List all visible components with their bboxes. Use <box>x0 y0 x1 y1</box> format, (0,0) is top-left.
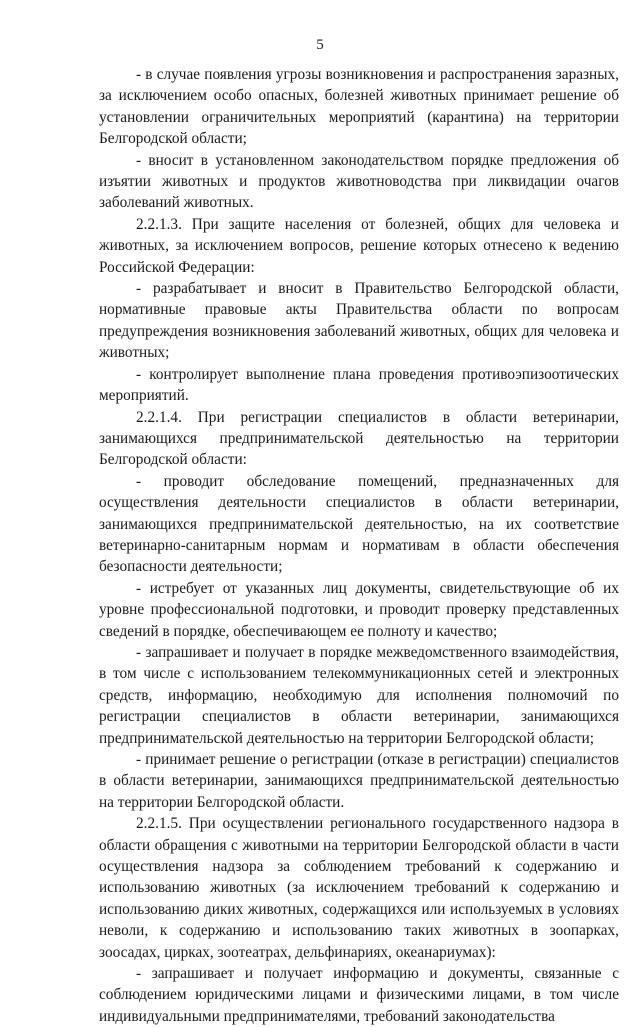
paragraph: - в случае появления угрозы возникновения и распространения заразных, за исключением особо опасных, болезней животных принимает решение об установлении ограничительных мероприятий (карантина) на территории Белгородской области; <box>99 66 619 148</box>
paragraph: - запрашивает и получает информацию и документы, связанные с соблюдением юридическими лицами и физическими лицами, в том числе индивидуальными предпринимателями, требований законодательства <box>99 965 619 1025</box>
paragraph: - истребует от указанных лиц документы, свидетельствующие об их уровне профессиональной подготовки, и проводит проверку представленных сведений в порядке, обеспечивающем ее полноту и качество; <box>99 579 619 640</box>
paragraph: - контролирует выполнение плана проведения противоэпизоотических мероприятий. <box>99 365 619 405</box>
paragraph: - запрашивает и получает в порядке межведомственного взаимодействия, в том числе с использованием телекоммуникационных сетей и электронных средств, информацию, необходимую для исполнения полномочий по регистрации специалистов в области ветеринарии, занимающихся предпринимательской деятельностью на территории Белгородской области; <box>99 643 619 747</box>
paragraph: - разрабатывает и вносит в Правительство Белгородской области, нормативные правовые акты Правительства области по вопросам предупреждения возникновения заболеваний животных, общих для человека и животных; <box>99 280 619 362</box>
page-number: 5 <box>316 37 324 53</box>
document-body <box>99 64 619 1027</box>
paragraph: 2.2.1.4. При регистрации специалистов в области ветеринарии, занимающихся предпринимательской деятельностью на территории Белгородской области: <box>99 408 619 469</box>
paragraph: 2.2.1.5. При осуществлении регионального государственного надзора в области обращения с животными на территории Белгородской области в части осуществления надзора за соблюдением требований к содержанию и использованию животных (за исключением требований к содержанию и использованию диких животных, содержащихся или используемых в условиях неволи, к содержанию и использованию таких животных в зоопарках, зоосадах, цирках, зоотеатрах, дельфинариях, океанариумах): <box>99 815 619 961</box>
paragraph: - принимает решение о регистрации (отказе в регистрации) специалистов в области ветеринарии, занимающихся предпринимательской деятельностью на территории Белгородской области. <box>99 751 619 811</box>
paragraph: - вносит в установленном законодательством порядке предложения об изъятии животных и продуктов животноводства при ликвидации очагов заболеваний животных. <box>99 151 619 212</box>
paragraph: 2.2.1.3. При защите населения от болезней, общих для человека и животных, за исключением вопросов, решение которых отнесено к ведению Российской Федерации: <box>99 215 619 276</box>
paragraph: - проводит обследование помещений, предназначенных для осуществления деятельности специалистов в области ветеринарии, занимающихся предпринимательской деятельностью, на их соответствие ветеринарно-санитарным нормам и нормативам в области обеспечения безопасности деятельности; <box>99 472 619 576</box>
